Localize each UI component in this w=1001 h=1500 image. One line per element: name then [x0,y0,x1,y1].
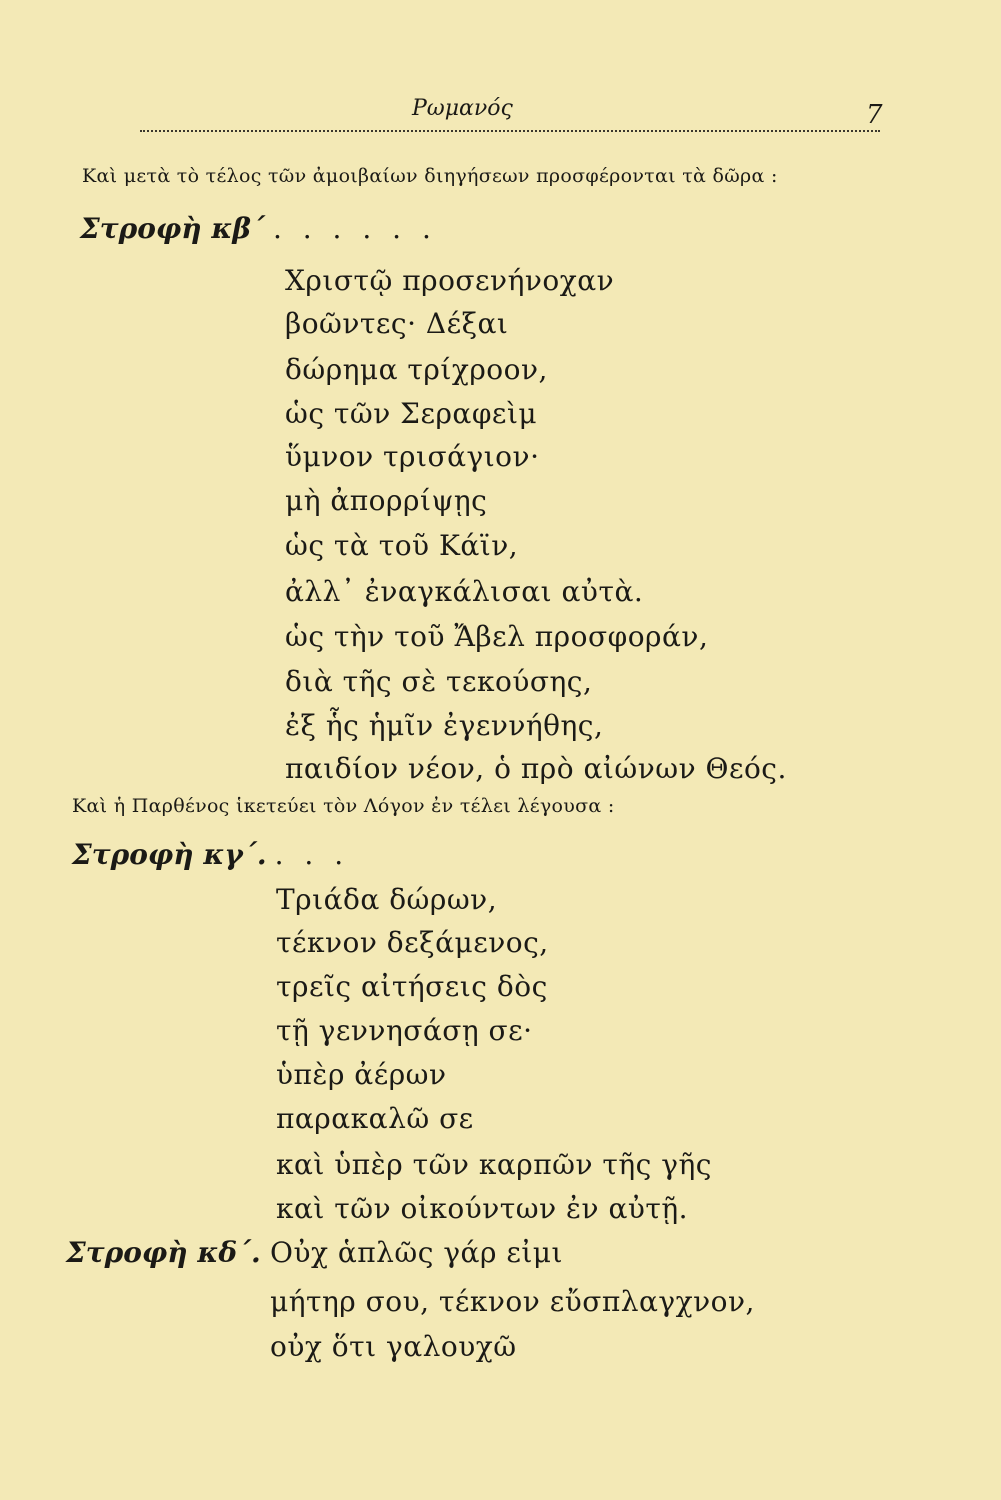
strophe-22-heading [80,212,437,245]
verse-line: ὕμνον τρισάγιον· [285,440,540,473]
strophe-23-heading [72,838,349,871]
verse-line: καὶ τῶν οἰκούντων ἐν αὐτῇ. [276,1192,689,1225]
page-number: 7 [866,100,883,130]
verse-line: μὴ ἀπορρίψῃς [285,484,488,517]
verse-line: ἀλλ᾽ ἐναγκάλισαι αὐτὰ. [285,575,644,608]
running-title: Ρωμανός [412,96,513,121]
verse-line: Χριστῷ προσενήνοχαν [285,264,615,297]
verse-line: βοῶντες· Δέξαι [285,307,509,340]
strophe-24-label: Στροφὴ κδ΄. [66,1236,261,1269]
verse-line: τῇ γεννησάσῃ σε· [276,1014,533,1047]
verse-line: οὐχ ὅτι γαλουχῶ [270,1330,517,1363]
verse-line: ὡς τὰ τοῦ Κάϊν, [285,529,519,562]
strophe-23-dots: . . . [274,838,350,871]
verse-line: ὡς τῶν Σεραφεὶμ [285,397,538,430]
verse-line: Τριάδα δώρων, [276,883,498,916]
verse-line: παρακαλῶ σε [276,1102,474,1135]
strophe-22-dots: . . . . . . [272,212,437,245]
verse-line: καὶ ὑπὲρ τῶν καρπῶν τῆς γῆς [276,1148,712,1181]
verse-line: παιδίον νέον, ὁ πρὸ αἰώνων Θεός. [285,752,787,785]
strophe-22-label: Στροφὴ κβ΄ [80,212,265,245]
verse-line: Οὐχ ἁπλῶς γάρ εἰμι [270,1236,563,1269]
verse-line: τρεῖς αἰτήσεις δὸς [276,970,548,1003]
verse-line: διὰ τῆς σὲ τεκούσης, [285,665,593,698]
rubric-gifts: Καὶ μετὰ τὸ τέλος τῶν ἀμοιβαίων διηγήσεων προσφέρονται τὰ δῶρα : [82,165,778,187]
verse-line: ὡς τὴν τοῦ Ἄβελ προσφοράν, [285,620,709,653]
strophe-23-label: Στροφὴ κγ΄. [72,838,267,871]
verse-line: ὑπὲρ ἀέρων [276,1058,447,1091]
verse-line: δώρημα τρίχροον, [285,353,548,386]
rubric-virgin: Καὶ ἡ Παρθένος ἱκετεύει τὸν Λόγον ἐν τέλει λέγουσα : [72,795,615,817]
header-rule [140,130,880,132]
verse-line: ἐξ ἧς ἡμῖν ἐγεννήθης, [285,709,604,742]
verse-line: τέκνον δεξάμενος, [276,926,549,959]
verse-line: μήτηρ σου, τέκνον εὔσπλαγχνον, [270,1285,755,1318]
